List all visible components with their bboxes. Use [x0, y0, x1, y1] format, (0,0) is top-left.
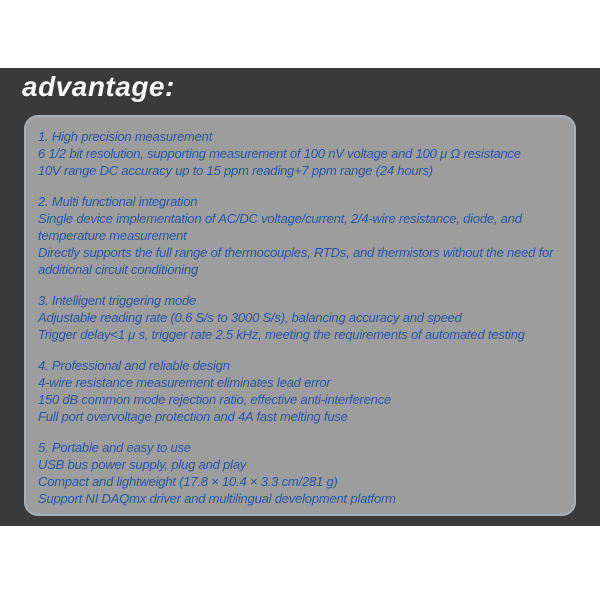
- section-2-line-3: Directly supports the full range of thermocouples, RTDs, and thermistors without the need for: [38, 245, 554, 260]
- section-3-heading: 3. Intelligent triggering mode: [38, 293, 197, 308]
- section-2-line-2: temperature measurement: [38, 228, 187, 243]
- advantage-section-5: [38, 439, 562, 507]
- section-2-heading: 2. Multi functional integration: [38, 194, 198, 209]
- advantage-section-4: [38, 357, 562, 425]
- section-5-line-2: Compact and lightweight (17.8 × 10.4 × 3.3 cm/281 g): [38, 474, 338, 489]
- section-5-line-1: USB bus power supply, plug and play: [38, 457, 247, 472]
- section-2-line-1: Single device implementation of AC/DC voltage/current, 2/4-wire resistance, diode, and: [38, 211, 522, 226]
- advantages-card: [24, 115, 576, 516]
- section-5-heading: 5. Portable and easy to use: [38, 440, 191, 455]
- section-5-line-3: Support NI DAQmx driver and multilingual development platform: [38, 491, 396, 506]
- section-4-line-2: 150 dB common mode rejection ratio, effective anti-interference: [38, 392, 392, 407]
- section-3-line-1: Adjustable reading rate (0.6 S/s to 3000 S/s), balancing accuracy and speed: [38, 310, 462, 325]
- section-4-line-3: Full port overvoltage protection and 4A fast melting fuse: [38, 409, 348, 424]
- section-2-line-4: additional circuit conditioning: [38, 262, 199, 277]
- advantage-section-2: [38, 193, 562, 278]
- section-4-line-1: 4-wire resistance measurement eliminates lead error: [38, 375, 331, 390]
- advantage-panel: [0, 68, 600, 526]
- advantage-section-3: [38, 292, 562, 343]
- section-4-heading: 4. Professional and reliable design: [38, 358, 230, 373]
- section-3-line-2: Trigger delay<1 μ s, trigger rate 2.5 kHz, meeting the requirements of automated testing: [38, 327, 525, 342]
- advantage-section-1: [38, 128, 562, 179]
- section-1-line-1: 6 1/2 bit resolution, supporting measurement of 100 nV voltage and 100 μ Ω resistance: [38, 146, 521, 161]
- section-1-line-2: 10V range DC accuracy up to 15 ppm reading+7 ppm range (24 hours): [38, 163, 433, 178]
- page-title: advantage:: [22, 71, 175, 102]
- section-1-heading: 1. High precision measurement: [38, 129, 213, 144]
